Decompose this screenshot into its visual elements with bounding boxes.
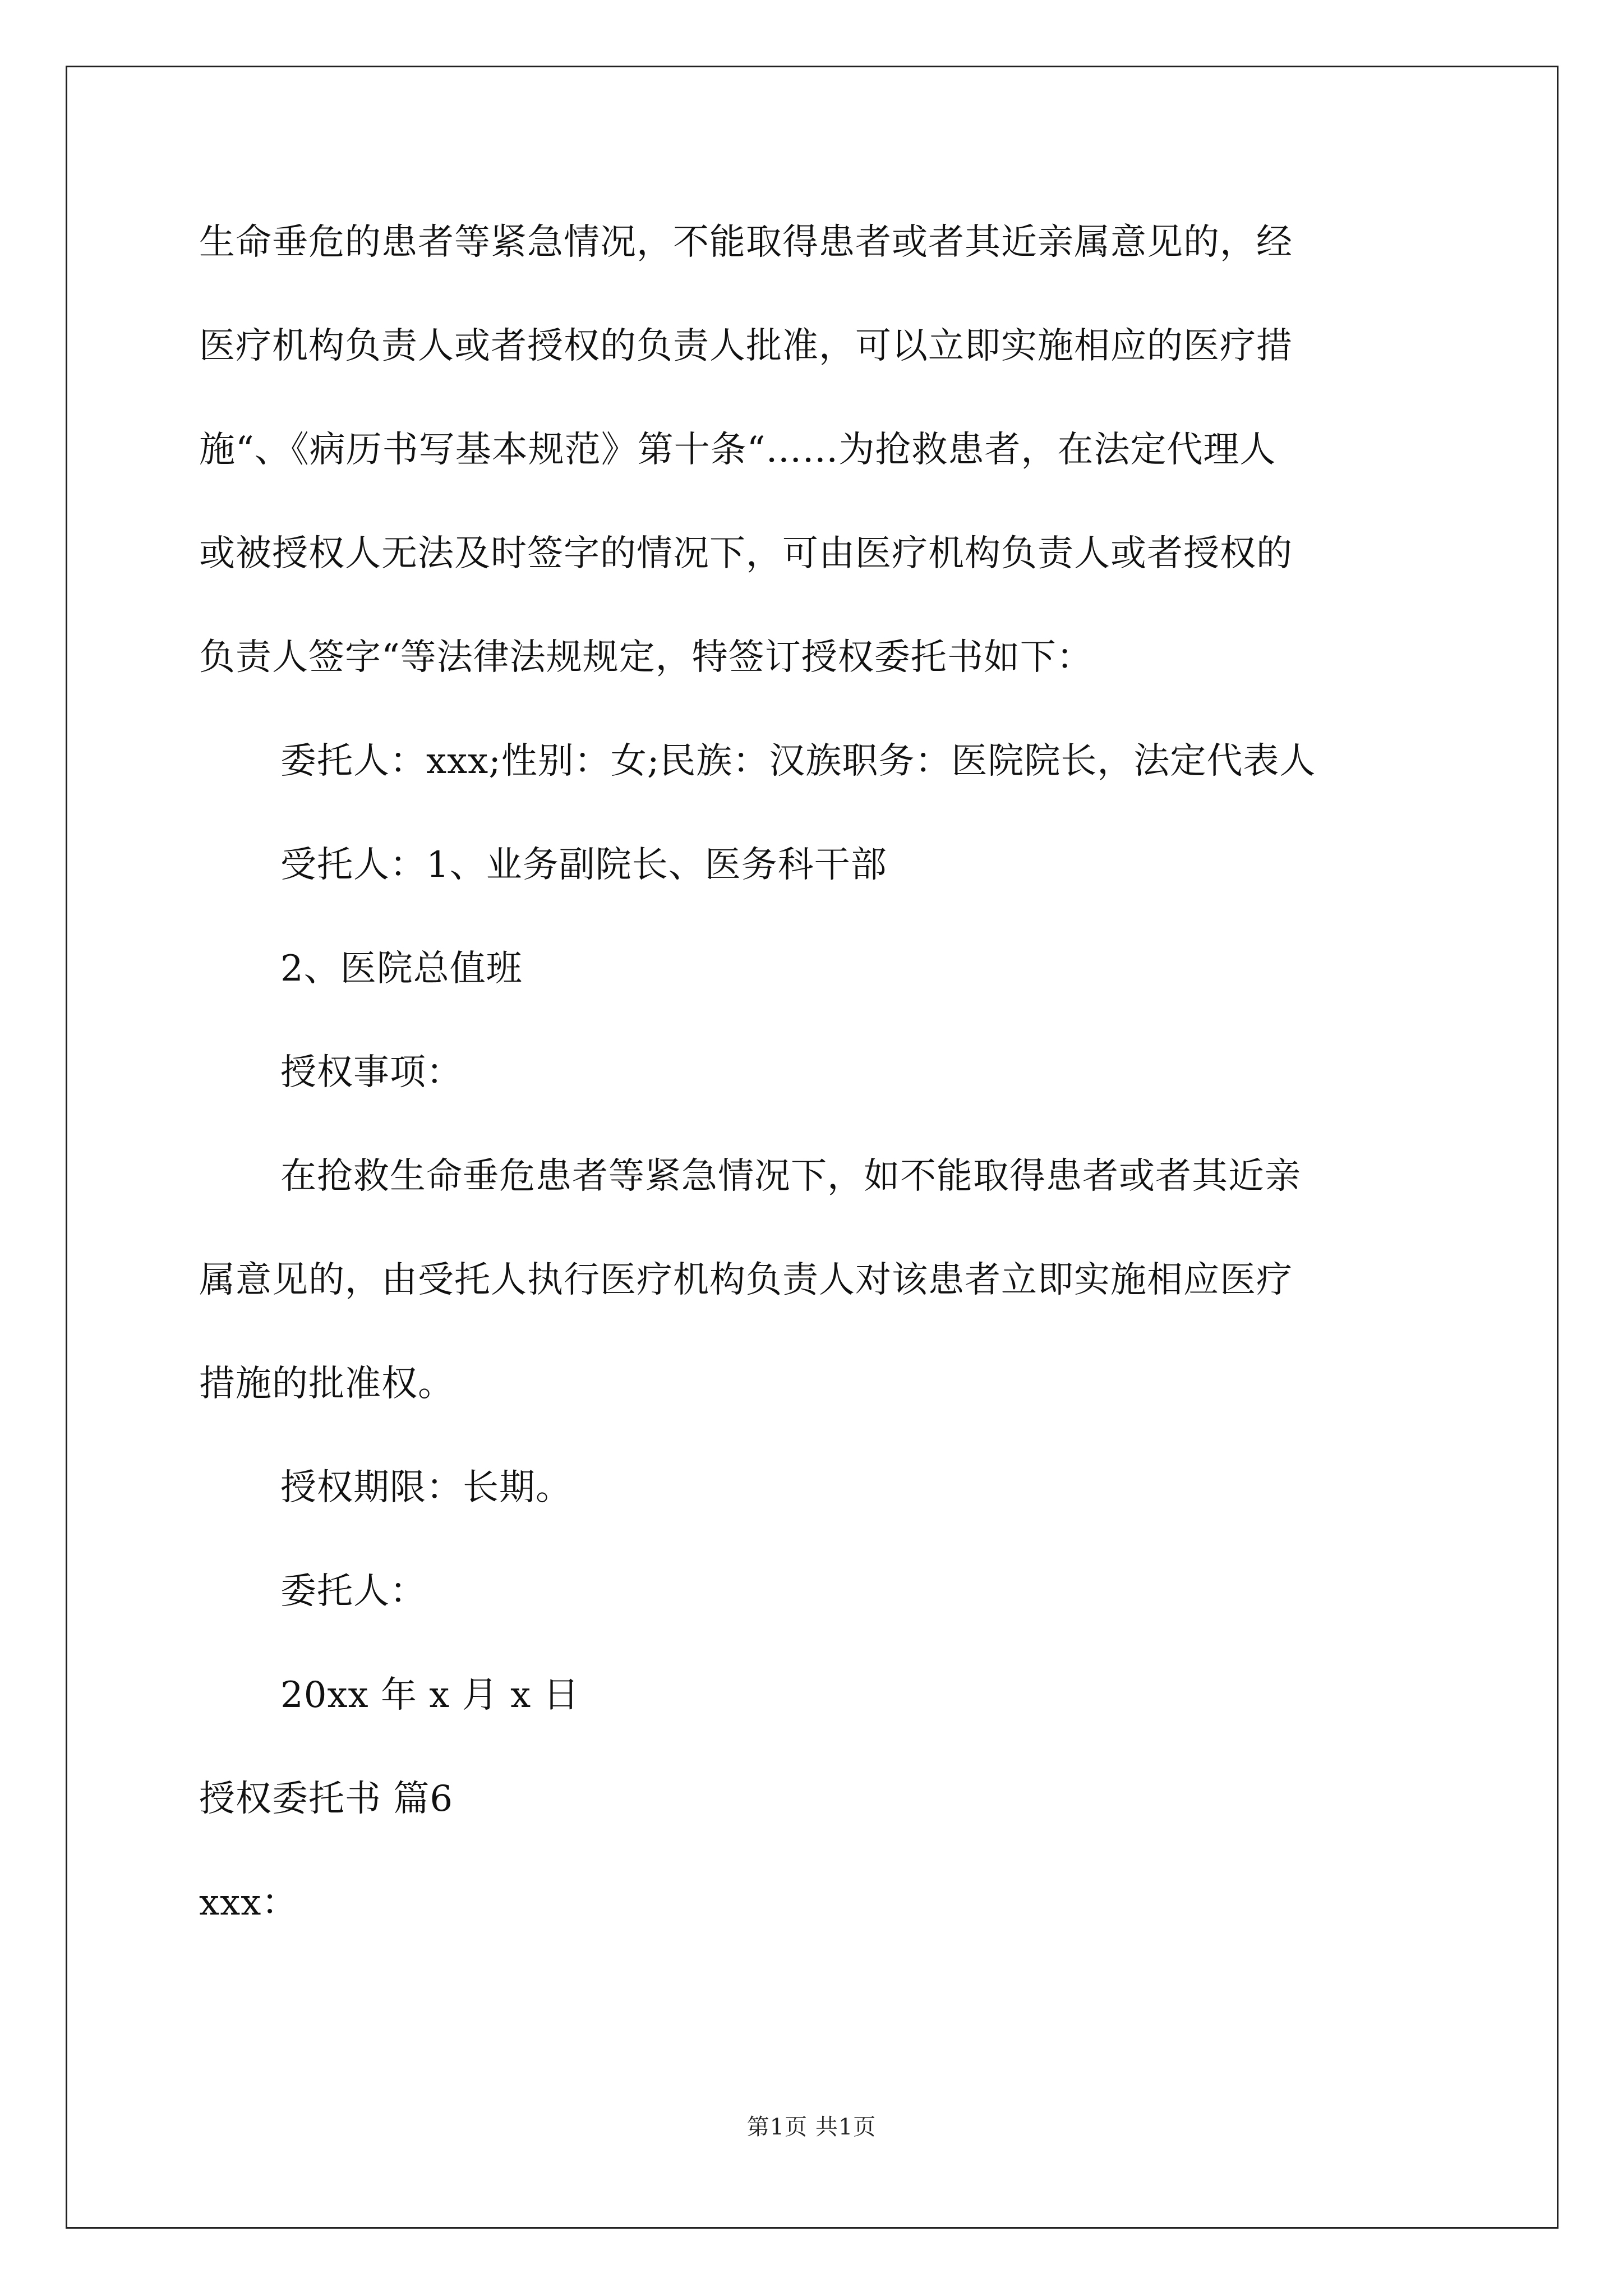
agent-line-1: 受托人：1、业务副院长、医务科干部 xyxy=(280,844,887,886)
page-footer: 第1页 共1页 xyxy=(746,2114,877,2140)
matters-line-3: 措施的批准权。 xyxy=(199,1363,454,1405)
next-section-title: 授权委托书 篇6 xyxy=(199,1778,454,1820)
body-line-1: 生命垂危的患者等紧急情况，不能取得患者或者其近亲属意见的，经 xyxy=(199,222,1293,263)
agent-line-2: 2、医院总值班 xyxy=(280,948,523,990)
principal-line: 委托人：xxx;性别：女;民族：汉族职务：医院院长，法定代表人 xyxy=(280,740,1316,782)
date-line: 20xx 年 x 月 x 日 xyxy=(280,1674,580,1716)
body-line-3: 施“、《病历书写基本规范》第十条“……为抢救患者，在法定代理人 xyxy=(199,429,1276,471)
next-section-addressee: xxx： xyxy=(199,1882,298,1924)
matters-heading: 授权事项： xyxy=(280,1052,463,1093)
matters-line-2: 属意见的，由受托人执行医疗机构负责人对该患者立即实施相应医疗 xyxy=(199,1259,1293,1301)
body-line-4: 或被授权人无法及时签字的情况下，可由医疗机构负责人或者授权的 xyxy=(199,533,1293,574)
body-line-5: 负责人签字“等法律法规规定，特签订授权委托书如下： xyxy=(199,637,1093,678)
body-line-2: 医疗机构负责人或者授权的负责人批准，可以立即实施相应的医疗措 xyxy=(199,325,1293,367)
signature-label: 委托人： xyxy=(280,1571,426,1612)
term-line: 授权期限：长期。 xyxy=(280,1467,572,1508)
matters-line-1: 在抢救生命垂危患者等紧急情况下，如不能取得患者或者其近亲 xyxy=(280,1156,1301,1197)
